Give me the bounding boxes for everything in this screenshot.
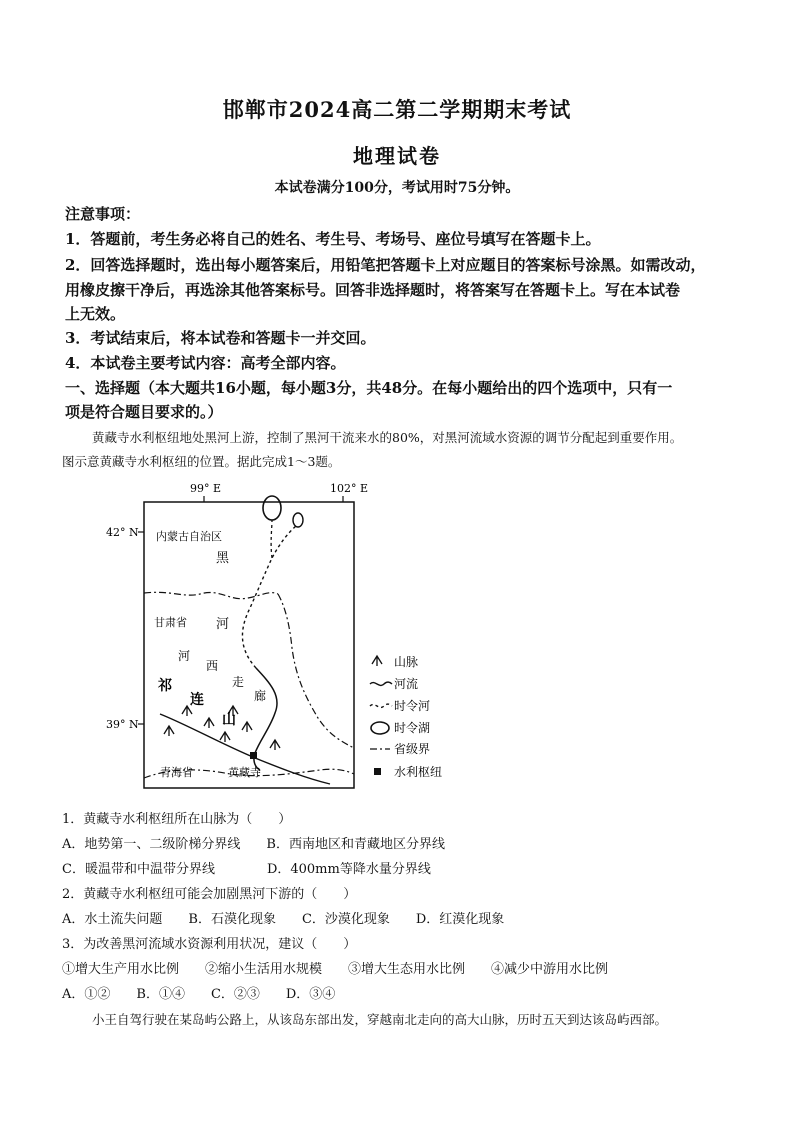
question-3-options: A．①② B．①④ C．②③ D．③④ xyxy=(62,987,336,1002)
legend-river: 河流 xyxy=(394,677,419,691)
boundary-gansu-east xyxy=(278,594,354,748)
lon-label-102: 102° E xyxy=(330,482,369,495)
section-heading-line-2: 项是符合题目要求的。） xyxy=(65,403,223,421)
section-heading-line-1: 一、选择题（本大题共16小题，每小题3分，共48分。在每小题给出的四个选项中，只有一 xyxy=(65,379,673,397)
note-line-5: 3．考试结束后，将本试卷和答题卡一并交回。 xyxy=(65,329,376,347)
map-legend xyxy=(370,655,442,779)
lat-label-39: 39° N xyxy=(106,718,139,731)
label-qinghai: 青海省 xyxy=(160,766,193,779)
corridor-he: 河 xyxy=(178,649,191,663)
lon-label-99: 99° E xyxy=(190,482,222,495)
question-1-options-ab: A．地势第一、二级阶梯分界线 B．西南地区和青藏地区分界线 xyxy=(62,837,445,852)
river-heihe-mid xyxy=(254,668,277,770)
question-1-stem: 1．黄藏寺水利枢纽所在山脉为（ ） xyxy=(62,812,292,827)
label-huangzangsi: 黄藏寺 xyxy=(228,766,261,779)
legend-mountain: 山脉 xyxy=(394,655,419,669)
legend-dam-symbol xyxy=(374,768,381,775)
label-inner-mongolia: 内蒙古自治区 xyxy=(156,530,222,543)
corridor-zou: 走 xyxy=(232,675,245,689)
map-frame xyxy=(144,502,354,788)
boundary-inner-mongolia-gansu xyxy=(144,592,278,598)
legend-boundary: 省级界 xyxy=(394,742,431,756)
mountain-shan: 山 xyxy=(222,712,236,728)
legend-seasonal-lake: 时令湖 xyxy=(394,721,431,735)
mountain-qi: 祁 xyxy=(158,678,172,694)
note-line-3: 用橡皮擦干净后，再选涂其他答案标号。回答非选择题时，将答案写在答题卡上。写在本试卷 xyxy=(65,281,681,299)
seasonal-lake-2 xyxy=(293,513,303,527)
seasonal-river-branch xyxy=(271,520,272,558)
notes-heading: 注意事项： xyxy=(65,205,141,223)
question-3-stem: 3．为改善黑河流域水资源利用状况，建议（ ） xyxy=(62,937,357,952)
legend-seasonal-lake-symbol xyxy=(371,722,389,734)
passage2-line-1: 小王自驾行驶在某岛屿公路上，从该岛东部出发，穿越南北走向的高大山脉，历时五天到达该岛屿西部。 xyxy=(92,1012,668,1027)
corridor-xi: 西 xyxy=(206,659,219,673)
exam-title: 邯郸市2024高二第二学期期末考试 xyxy=(222,97,572,122)
passage1-line-1: 黄藏寺水利枢纽地处黑河上游，控制了黑河干流来水的80%，对黑河流域水资源的调节分配起到重要作用。 xyxy=(92,430,683,445)
corridor-lang: 廊 xyxy=(254,689,267,703)
legend-river-symbol xyxy=(370,682,392,685)
question-2-stem: 2．黄藏寺水利枢纽可能会加剧黑河下游的（ ） xyxy=(62,887,357,902)
note-line-2: 2．回答选择题时，选出每小题答案后，用铅笔把答题卡上对应题目的答案标号涂黑。如需改动， xyxy=(65,256,706,274)
lat-label-42: 42° N xyxy=(106,526,139,539)
note-line-1: 1．答题前，考生务必将自己的姓名、考生号、考场号、座位号填写在答题卡上。 xyxy=(65,230,601,248)
note-line-4: 上无效。 xyxy=(65,305,126,323)
note-line-6: 4．本试卷主要考试内容：高考全部内容。 xyxy=(65,354,346,372)
dam-marker xyxy=(250,752,257,759)
label-hei: 黑 xyxy=(216,551,230,566)
label-he: 河 xyxy=(216,617,230,632)
passage1-line-2: 图示意黄藏寺水利枢纽的位置。据此完成1～3题。 xyxy=(62,454,341,469)
exam-info: 本试卷满分100分，考试用时75分钟。 xyxy=(274,180,520,196)
seasonal-lake-1 xyxy=(263,496,281,520)
legend-dam: 水利枢纽 xyxy=(394,765,443,779)
legend-seasonal-river: 时令河 xyxy=(394,699,431,713)
question-1-options-cd: C．暖温带和中温带分界线 D．400mm等降水量分界线 xyxy=(62,862,431,877)
legend-mountain-symbol xyxy=(372,656,382,666)
question-2-options: A．水土流失问题 B．石漠化现象 C．沙漠化现象 D．红漠化现象 xyxy=(62,912,505,927)
legend-seasonal-river-symbol xyxy=(370,704,392,707)
subject-title: 地理试卷 xyxy=(353,144,441,168)
mountain-lian: 连 xyxy=(190,692,204,708)
heihe-location-map xyxy=(60,478,480,794)
label-gansu: 甘肃省 xyxy=(154,616,187,629)
question-3-statements: ①增大生产用水比例 ②缩小生活用水规模 ③增大生态用水比例 ④减少中游用水比例 xyxy=(62,962,609,977)
